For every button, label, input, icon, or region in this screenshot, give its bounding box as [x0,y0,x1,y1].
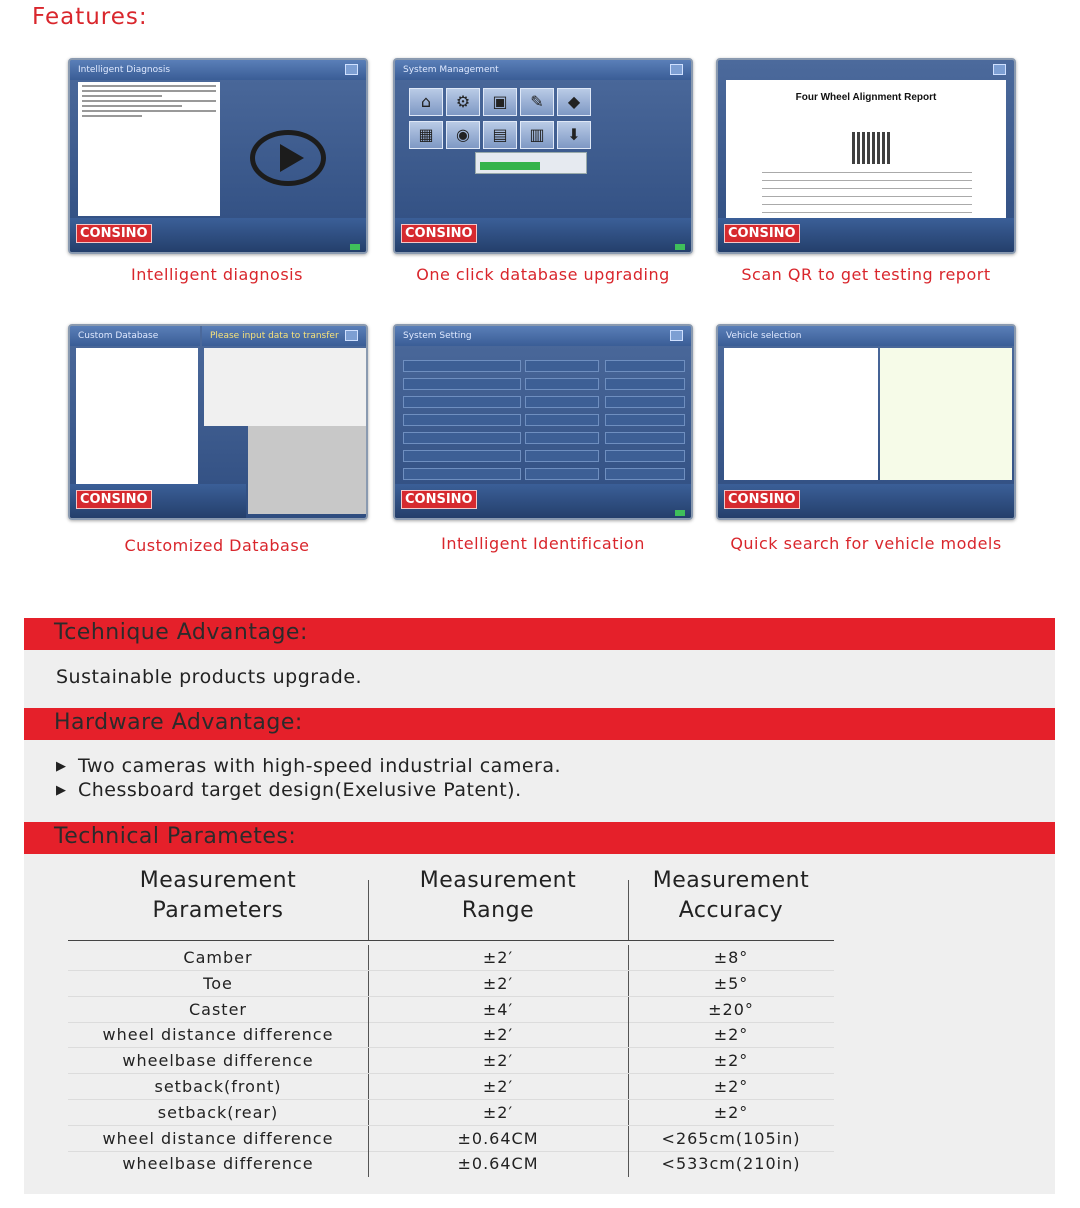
caption-database-upgrading: One click database upgrading [416,265,670,284]
window-button-icon [345,64,358,75]
gear-icon: ⚙ [446,88,480,116]
table-row [68,1126,834,1152]
accuracy-cell: ±2° [713,1102,749,1122]
features-title: Features: [32,4,148,30]
parameter-table [880,348,1012,480]
accuracy-cell: ±2° [713,1025,749,1045]
parameter-cell: setback(rear) [157,1102,279,1122]
table-row [68,1074,834,1100]
window-button-icon [345,330,358,341]
window-footer [70,218,366,252]
column-header-accuracy: Measurement Accuracy [652,868,810,923]
caption-customized-database: Customized Database [124,536,310,555]
technique-text: Sustainable products upgrade. [56,666,363,688]
tool-icon-grid [409,88,619,154]
range-cell: ±2′ [482,948,514,967]
window-button-icon [993,64,1006,75]
data-input-form [204,348,368,426]
window-title: Vehicle selection [718,326,1014,346]
status-indicator-icon [675,510,685,516]
tools-icon: ✎ [520,88,554,116]
parameter-cell: setback(front) [154,1077,282,1096]
brand-logo: CONSINO [76,490,152,509]
window-button-icon [670,64,683,75]
caption-intelligent-diagnosis: Intelligent diagnosis [131,265,303,284]
window-footer [70,484,246,518]
range-cell: ±0.64CM [457,1128,539,1148]
accuracy-cell: ±2° [713,1051,749,1071]
range-cell: ±2′ [482,1077,514,1096]
camera-icon: ◉ [446,121,480,149]
screenshot-vehicle-selection [716,324,1016,520]
screenshot-custom-database [68,324,368,520]
parameter-cell: wheel distance difference [102,1025,334,1045]
parameter-cell: Camber [183,948,253,967]
hardware-heading-band [24,708,1055,740]
caption-intelligent-identification: Intelligent Identification [441,534,645,553]
brand-logo: CONSINO [724,490,800,509]
status-indicator-icon [675,244,685,250]
window-title: Custom Database [70,326,200,346]
hardware-bullet: ▶ Chessboard target design(Exelusive Patent). [56,779,522,801]
range-cell: ±4′ [482,999,514,1019]
upgrade-icon: ⬇ [557,121,591,149]
parameter-cell: Toe [203,973,233,993]
window-footer [718,484,1014,518]
screenshot-testing-report [716,58,1016,254]
screenshot-system-management [393,58,693,254]
accuracy-cell: <265cm(105in) [661,1128,801,1148]
brand-logo: CONSINO [401,490,477,509]
range-cell: ±2′ [482,1051,514,1071]
brand-logo: CONSINO [401,224,477,243]
monitor-icon: ▣ [483,88,517,116]
table-row [68,997,834,1023]
car-icon: ◆ [557,88,591,116]
table-row [68,1048,834,1074]
accuracy-cell: ±20° [708,999,754,1019]
chessboard-icon: ▦ [409,121,443,149]
range-cell: ±2′ [482,1025,514,1045]
window-button-icon [670,330,683,341]
table-row [68,945,834,971]
window-title: System Setting [395,326,691,346]
home-icon: ⌂ [409,88,443,116]
table-row [68,1100,834,1126]
diagnosis-log-panel [78,82,220,216]
caption-qr-report: Scan QR to get testing report [741,265,991,284]
play-icon [250,130,326,186]
vehicle-list-panel [76,348,198,484]
accuracy-cell: ±8° [713,948,749,967]
table-row [68,971,834,997]
technical-heading-band [24,822,1055,854]
bullet-arrow-icon: ▶ [56,759,67,774]
preview-area [248,426,366,514]
range-cell: ±0.64CM [457,1154,539,1174]
accuracy-cell: ±2° [713,1077,749,1096]
hardware-bullet: ▶ Two cameras with high-speed industrial camera. [56,755,562,777]
progress-bar [480,162,540,170]
caption-quick-search: Quick search for vehicle models [730,534,1002,553]
brand-logo: CONSINO [724,224,800,243]
qr-code-icon [852,132,892,164]
brand-logo: CONSINO [76,224,152,243]
upgrade-progress-dialog [475,152,587,174]
technical-heading: Technical Parametes: [54,824,297,849]
screenshot-system-setting [393,324,693,520]
manufacturer-list [724,348,878,480]
report-title: Four Wheel Alignment Report [795,92,937,103]
status-indicator-icon [350,244,360,250]
column-header-parameters: Measurement Parameters [139,868,297,923]
column-header-range: Measurement Range [419,868,577,923]
parameter-cell: Caster [188,999,247,1019]
window-title: System Management [395,60,691,80]
dialog-title: Please input data to transfer [202,326,366,346]
window-title: Intelligent Diagnosis [70,60,366,80]
alignment-report [726,80,1006,220]
document-icon: ▤ [483,121,517,149]
parameter-cell: wheel distance difference [102,1128,334,1148]
parameter-cell: wheelbase difference [122,1051,314,1071]
technique-heading: Tcehnique Advantage: [54,620,308,645]
accuracy-cell: ±5° [713,973,749,993]
bullet-arrow-icon: ▶ [56,783,67,798]
technique-heading-band [24,618,1055,650]
hardware-heading: Hardware Advantage: [54,710,303,735]
window-footer [718,218,1014,252]
range-cell: ±2′ [482,973,514,993]
copy-icon: ▥ [520,121,554,149]
screenshot-intelligent-diagnosis [68,58,368,254]
window-footer [395,484,691,518]
parameter-cell: wheelbase difference [122,1154,314,1174]
accuracy-cell: <533cm(210in) [661,1154,801,1174]
window-footer [395,218,691,252]
table-row [68,1151,834,1177]
range-cell: ±2′ [482,1102,514,1122]
table-row [68,1022,834,1048]
